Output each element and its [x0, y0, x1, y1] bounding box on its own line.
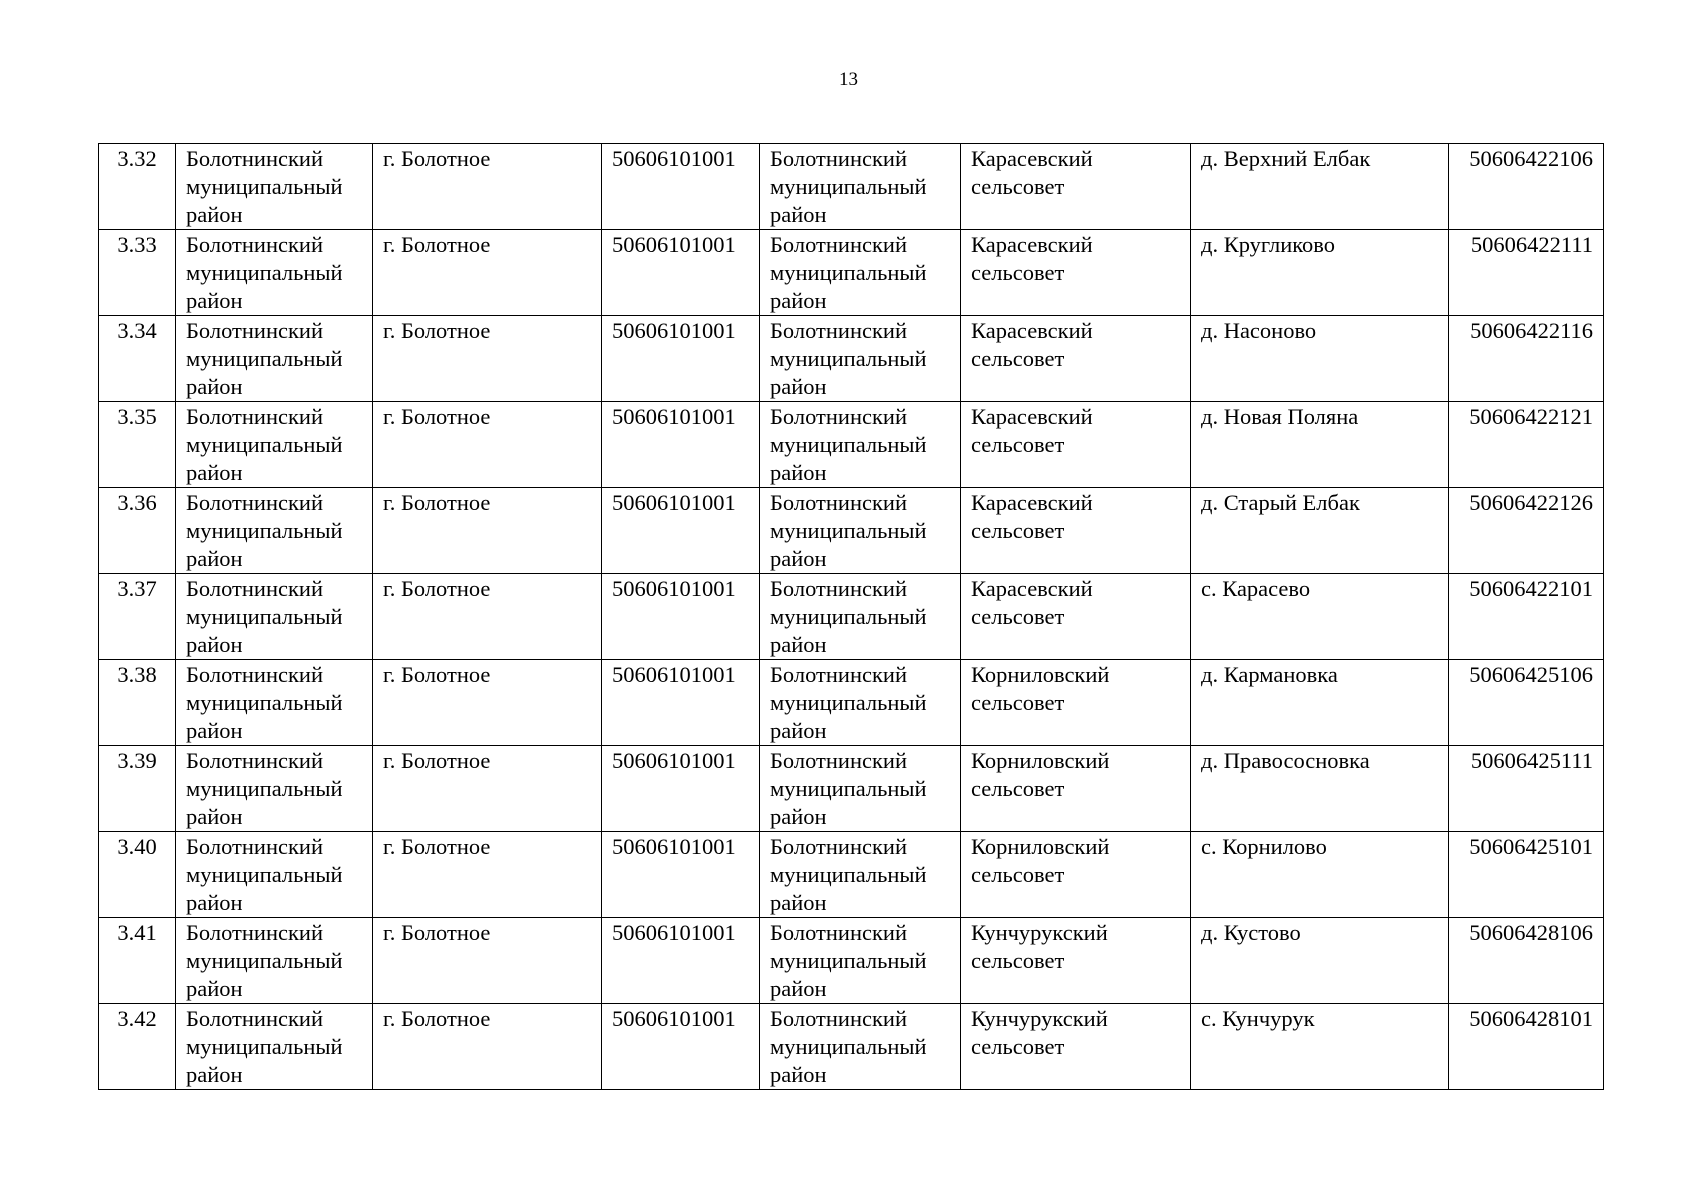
admin-center-cell: г. Болотное	[373, 918, 602, 1004]
settlement-cell: д. Старый Елбак	[1191, 488, 1449, 574]
row-number-cell: 3.39	[99, 746, 176, 832]
municipal-district-cell: Болотнинский муниципальный район	[760, 488, 961, 574]
settlement-cell: с. Корнилово	[1191, 832, 1449, 918]
table-row	[99, 488, 1604, 574]
district-cell: Болотнинский муниципальный район	[176, 488, 373, 574]
admin-center-code-cell: 50606101001	[602, 574, 760, 660]
village-council-cell: Корниловский сельсовет	[961, 660, 1191, 746]
row-number-cell: 3.37	[99, 574, 176, 660]
admin-center-code-cell: 50606101001	[602, 918, 760, 1004]
municipal-district-cell: Болотнинский муниципальный район	[760, 144, 961, 230]
admin-center-code-cell: 50606101001	[602, 746, 760, 832]
table-row	[99, 1004, 1604, 1090]
settlement-code-cell: 50606422111	[1449, 230, 1604, 316]
settlement-code-cell: 50606422121	[1449, 402, 1604, 488]
municipal-district-cell: Болотнинский муниципальный район	[760, 832, 961, 918]
settlement-code-cell: 50606428106	[1449, 918, 1604, 1004]
district-cell: Болотнинский муниципальный район	[176, 1004, 373, 1090]
settlement-code-cell: 50606425106	[1449, 660, 1604, 746]
admin-center-cell: г. Болотное	[373, 746, 602, 832]
row-number-cell: 3.32	[99, 144, 176, 230]
village-council-cell: Кунчурукский сельсовет	[961, 918, 1191, 1004]
row-number-cell: 3.33	[99, 230, 176, 316]
row-number-cell: 3.35	[99, 402, 176, 488]
row-number-cell: 3.34	[99, 316, 176, 402]
district-cell: Болотнинский муниципальный район	[176, 574, 373, 660]
village-council-cell: Карасевский сельсовет	[961, 316, 1191, 402]
admin-center-cell: г. Болотное	[373, 832, 602, 918]
municipal-district-cell: Болотнинский муниципальный район	[760, 1004, 961, 1090]
table-row	[99, 144, 1604, 230]
district-cell: Болотнинский муниципальный район	[176, 832, 373, 918]
table-body	[99, 144, 1604, 1090]
settlement-code-cell: 50606425111	[1449, 746, 1604, 832]
row-number-cell: 3.42	[99, 1004, 176, 1090]
district-cell: Болотнинский муниципальный район	[176, 746, 373, 832]
municipal-district-cell: Болотнинский муниципальный район	[760, 918, 961, 1004]
page-number: 13	[839, 69, 858, 90]
municipal-district-cell: Болотнинский муниципальный район	[760, 402, 961, 488]
settlement-cell: с. Карасево	[1191, 574, 1449, 660]
admin-center-cell: г. Болотное	[373, 230, 602, 316]
settlement-cell: д. Кругликово	[1191, 230, 1449, 316]
table-row	[99, 574, 1604, 660]
table-row	[99, 660, 1604, 746]
admin-center-cell: г. Болотное	[373, 660, 602, 746]
admin-center-cell: г. Болотное	[373, 488, 602, 574]
settlement-cell: д. Новая Поляна	[1191, 402, 1449, 488]
municipal-district-cell: Болотнинский муниципальный район	[760, 230, 961, 316]
admin-center-code-cell: 50606101001	[602, 230, 760, 316]
table-row	[99, 402, 1604, 488]
table-row	[99, 316, 1604, 402]
village-council-cell: Корниловский сельсовет	[961, 832, 1191, 918]
district-cell: Болотнинский муниципальный район	[176, 316, 373, 402]
admin-center-code-cell: 50606101001	[602, 488, 760, 574]
settlement-cell: д. Насоново	[1191, 316, 1449, 402]
district-cell: Болотнинский муниципальный район	[176, 230, 373, 316]
settlement-cell: д. Правососновка	[1191, 746, 1449, 832]
admin-center-cell: г. Болотное	[373, 144, 602, 230]
settlement-code-cell: 50606422106	[1449, 144, 1604, 230]
village-council-cell: Карасевский сельсовет	[961, 144, 1191, 230]
district-cell: Болотнинский муниципальный район	[176, 144, 373, 230]
admin-center-cell: г. Болотное	[373, 574, 602, 660]
settlement-code-cell: 50606422101	[1449, 574, 1604, 660]
municipal-district-cell: Болотнинский муниципальный район	[760, 574, 961, 660]
admin-center-code-cell: 50606101001	[602, 832, 760, 918]
admin-center-cell: г. Болотное	[373, 1004, 602, 1090]
village-council-cell: Карасевский сельсовет	[961, 574, 1191, 660]
district-cell: Болотнинский муниципальный район	[176, 660, 373, 746]
admin-center-cell: г. Болотное	[373, 316, 602, 402]
municipal-district-cell: Болотнинский муниципальный район	[760, 316, 961, 402]
row-number-cell: 3.40	[99, 832, 176, 918]
municipal-district-cell: Болотнинский муниципальный район	[760, 660, 961, 746]
settlement-code-cell: 50606422126	[1449, 488, 1604, 574]
village-council-cell: Корниловский сельсовет	[961, 746, 1191, 832]
admin-center-code-cell: 50606101001	[602, 402, 760, 488]
admin-center-code-cell: 50606101001	[602, 660, 760, 746]
municipal-district-cell: Болотнинский муниципальный район	[760, 746, 961, 832]
village-council-cell: Карасевский сельсовет	[961, 230, 1191, 316]
admin-center-code-cell: 50606101001	[602, 144, 760, 230]
village-council-cell: Карасевский сельсовет	[961, 402, 1191, 488]
village-council-cell: Карасевский сельсовет	[961, 488, 1191, 574]
settlement-code-cell: 50606425101	[1449, 832, 1604, 918]
village-council-cell: Кунчурукский сельсовет	[961, 1004, 1191, 1090]
table-row	[99, 746, 1604, 832]
row-number-cell: 3.41	[99, 918, 176, 1004]
settlement-cell: д. Кармановка	[1191, 660, 1449, 746]
district-cell: Болотнинский муниципальный район	[176, 402, 373, 488]
table-row	[99, 230, 1604, 316]
settlements-table	[98, 143, 1604, 1090]
settlement-cell: с. Кунчурук	[1191, 1004, 1449, 1090]
admin-center-code-cell: 50606101001	[602, 1004, 760, 1090]
district-cell: Болотнинский муниципальный район	[176, 918, 373, 1004]
settlement-cell: д. Верхний Елбак	[1191, 144, 1449, 230]
admin-center-cell: г. Болотное	[373, 402, 602, 488]
table-row	[99, 832, 1604, 918]
admin-center-code-cell: 50606101001	[602, 316, 760, 402]
row-number-cell: 3.36	[99, 488, 176, 574]
row-number-cell: 3.38	[99, 660, 176, 746]
settlement-cell: д. Кустово	[1191, 918, 1449, 1004]
settlement-code-cell: 50606428101	[1449, 1004, 1604, 1090]
settlement-code-cell: 50606422116	[1449, 316, 1604, 402]
table-row	[99, 918, 1604, 1004]
